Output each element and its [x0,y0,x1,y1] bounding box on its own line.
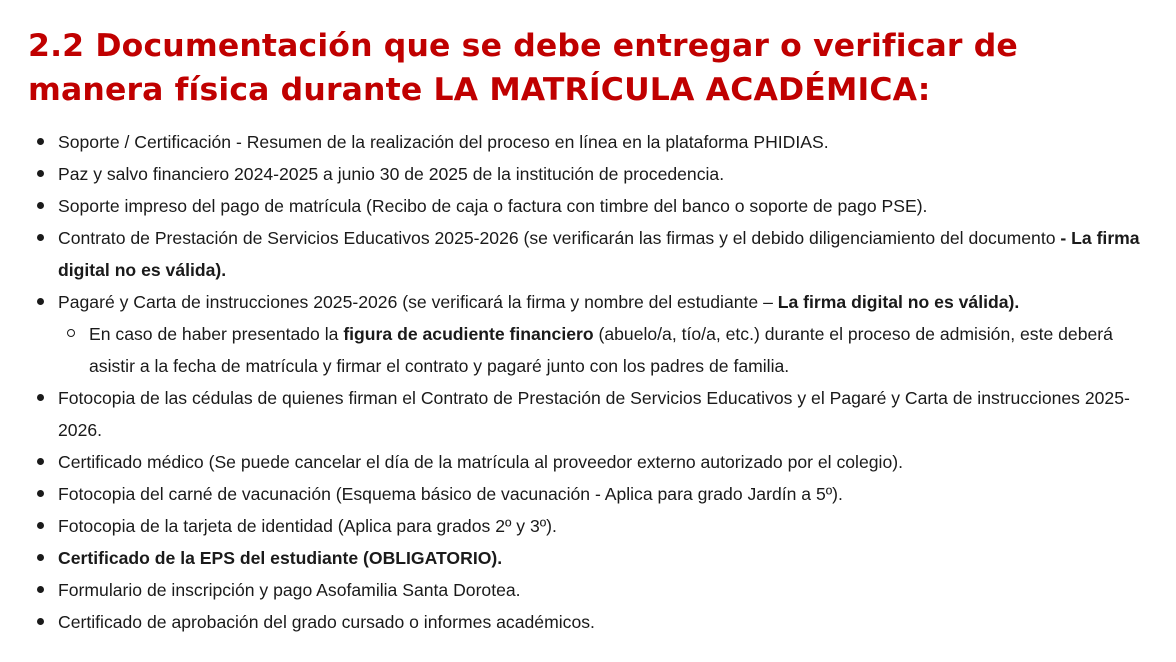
list-item-text: Certificado médico (Se puede cancelar el día de la matrícula al proveedor externo autorizado por el colegio). [58,452,903,472]
documents-list [28,126,1158,638]
list-item-text: Fotocopia del carné de vacunación (Esquema básico de vacunación - Aplica para grado Jardín a 5º). [58,484,843,504]
heading-line-1: 2.2 Documentación que se debe entregar o verificar de [28,28,1018,64]
list-item-text: Fotocopia de la tarjeta de identidad (Aplica para grados 2º y 3º). [58,516,557,536]
list-item-medical-certificate [28,446,1158,478]
list-item-paz-y-salvo [28,158,1158,190]
list-item-text: Certificado de aprobación del grado cursado o informes académicos. [58,612,595,632]
heading-line-2: manera física durante LA MATRÍCULA ACADÉMICA: [28,72,931,108]
list-item-eps-certificate [28,542,1158,574]
list-item-text: Pagaré y Carta de instrucciones 2025-2026 (se verificará la firma y nombre del estudiante – [58,292,778,312]
list-item-text: Soporte / Certificación - Resumen de la realización del proceso en línea en la plataforma PHIDIAS. [58,132,829,152]
list-item-identity-card [28,510,1158,542]
list-item-promissory-note [28,286,1158,382]
list-item-bold-text: Certificado de la EPS del estudiante (OBLIGATORIO). [58,548,503,568]
list-item-payment-receipt [28,190,1158,222]
list-item-bold-note: - La firma digital no es válida). [58,228,1140,280]
list-item-grade-approval [28,606,1158,638]
sublist-text-before: En caso de haber presentado la [89,324,344,344]
list-item-id-copies [28,382,1158,446]
list-item-text: Formulario de inscripción y pago Asofamilia Santa Dorotea. [58,580,521,600]
document-page [28,24,1158,638]
list-item-text: Fotocopia de las cédulas de quienes firman el Contrato de Prestación de Servicios Educativos y el Pagaré y Carta de instrucciones 2025-2026. [58,388,1130,440]
promissory-note-sublist [58,318,1158,382]
list-item-phidias-support [28,126,1158,158]
list-item-vaccination-card [28,478,1158,510]
list-item-bold-note: La firma digital no es válida). [777,292,1020,312]
list-item-asofamilia-form [28,574,1158,606]
section-heading [28,24,1158,112]
sublist-text-after: (abuelo/a, tío/a, etc.) durante el proceso de admisión, este deberá asistir a la fecha de matrícula y firmar el contrato y pagaré junto con los padres de familia. [89,324,1113,376]
sublist-bold-term: figura de acudiente financiero [343,324,594,344]
sublist-item-financial-guardian [58,318,1158,382]
list-item-text: Paz y salvo financiero 2024-2025 a junio 30 de 2025 de la institución de procedencia. [58,164,725,184]
list-item-text: Soporte impreso del pago de matrícula (Recibo de caja o factura con timbre del banco o soporte de pago PSE). [58,196,928,216]
list-item-service-contract [28,222,1158,286]
list-item-text: Contrato de Prestación de Servicios Educativos 2025-2026 (se verificarán las firmas y el debido diligenciamiento del documento [58,228,1061,248]
